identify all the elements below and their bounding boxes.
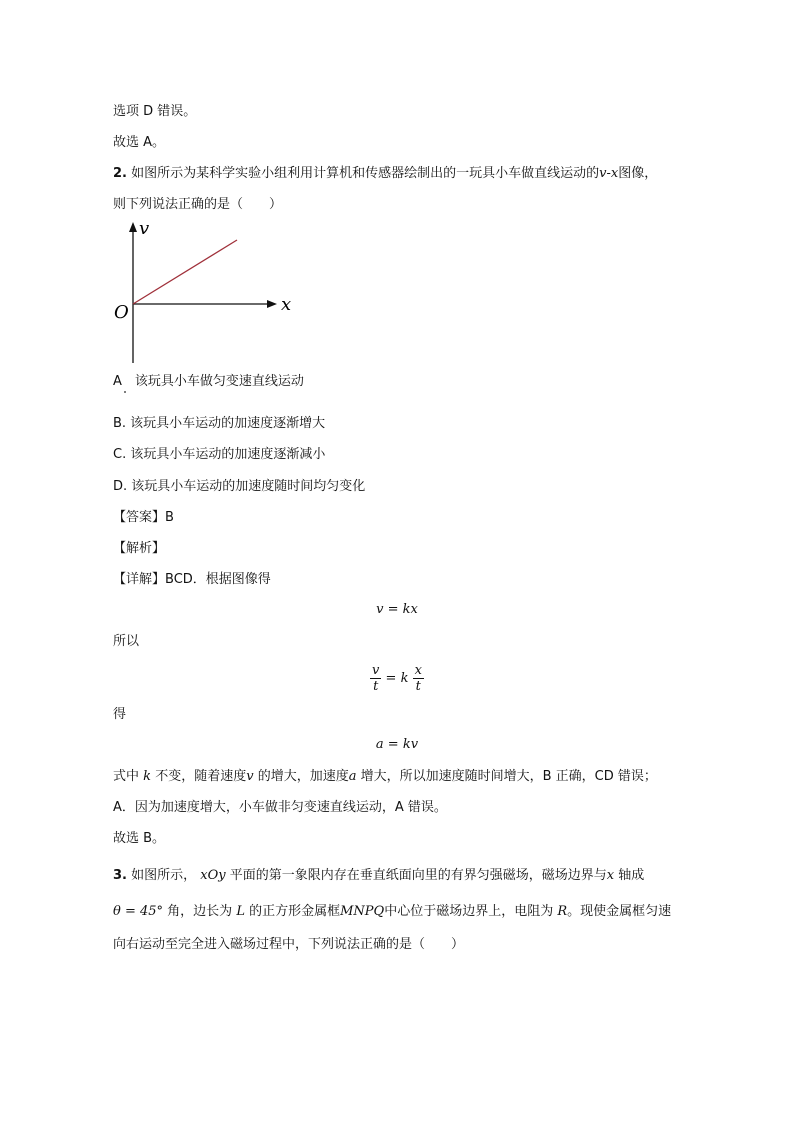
q2-option-a-explanation: A．因为加速度增大，小车做非匀变速直线运动，A 错误。 <box>113 800 447 815</box>
q2-equation-1: v = kx <box>376 602 418 617</box>
q2-stem-vx: v-x <box>599 166 619 181</box>
q3-stem-line2: θ = 45° 角，边长为 L 的正方形金属框MNPQ中心位于磁场边界上，电阻为 R。现使金属框匀速 <box>113 904 672 919</box>
q2-stem-line1 <box>113 165 657 183</box>
q2-option-a: A 该玩具小车做匀变速直线运动 <box>113 374 304 389</box>
q2-number: 2. <box>113 166 127 181</box>
q3-stem-line3: 向右运动至完全进入磁场过程中，下列说法正确的是（ ） <box>113 937 465 952</box>
q2-stem-line2: 则下列说法正确的是（ ） <box>113 197 283 212</box>
y-axis-arrow <box>129 222 137 232</box>
q2-option-b: B. 该玩具小车运动的加速度逐渐增大 <box>113 416 326 431</box>
fraction-v-over-t: $\frac{v}{t}$ <box>372 663 380 694</box>
vx-line <box>133 240 237 304</box>
q2-stem-text2: 图像， <box>618 166 658 181</box>
fraction-x-over-t: $\frac{x}{t}$ <box>414 663 422 694</box>
q2-so-text: 所以 <box>113 634 140 649</box>
q2-explanation: 式中 k 不变，随着速度v 的增大，加速度a 增大，所以加速度随时间增大，B 正确，CD 错误； <box>113 769 657 784</box>
q1-answer-choice: 故选 A。 <box>113 135 166 150</box>
q3-number: 3. <box>113 868 127 883</box>
q2-equation-3: a = kv <box>375 737 419 752</box>
q3-stem-line1: 3. 如图所示， xOy 平面的第一象限内存在垂直纸面向里的有界匀强磁场，磁场边界与x 轴成 <box>113 868 645 883</box>
y-axis-label: v <box>139 218 150 239</box>
q2-option-d: D. 该玩具小车运动的加速度随时间均匀变化 <box>113 479 366 494</box>
q2-vx-graph <box>105 218 305 368</box>
q2-detail: 【详解】BCD．根据图像得 <box>113 572 271 587</box>
q2-analysis-heading: 【解析】 <box>113 541 166 556</box>
q2-option-c: C. 该玩具小车运动的加速度逐渐减小 <box>113 447 326 462</box>
x-axis-arrow <box>267 300 277 308</box>
q2-de-text: 得 <box>113 707 127 722</box>
x-axis-label: x <box>281 294 292 315</box>
eq2-middle: = k <box>385 671 409 686</box>
q2-stem-text1: 如图所示为某科学实验小组利用计算机和传感器绘制出的一玩具小车做直线运动的 <box>131 166 600 181</box>
q2-answer: 【答案】B <box>113 510 174 525</box>
q1-option-d-conclusion: 选项 D 错误。 <box>113 104 197 119</box>
origin-label: O <box>114 302 129 323</box>
q2-conclusion: 故选 B。 <box>113 831 166 846</box>
q2-equation-2 <box>0 663 794 694</box>
stray-dot <box>124 391 126 393</box>
